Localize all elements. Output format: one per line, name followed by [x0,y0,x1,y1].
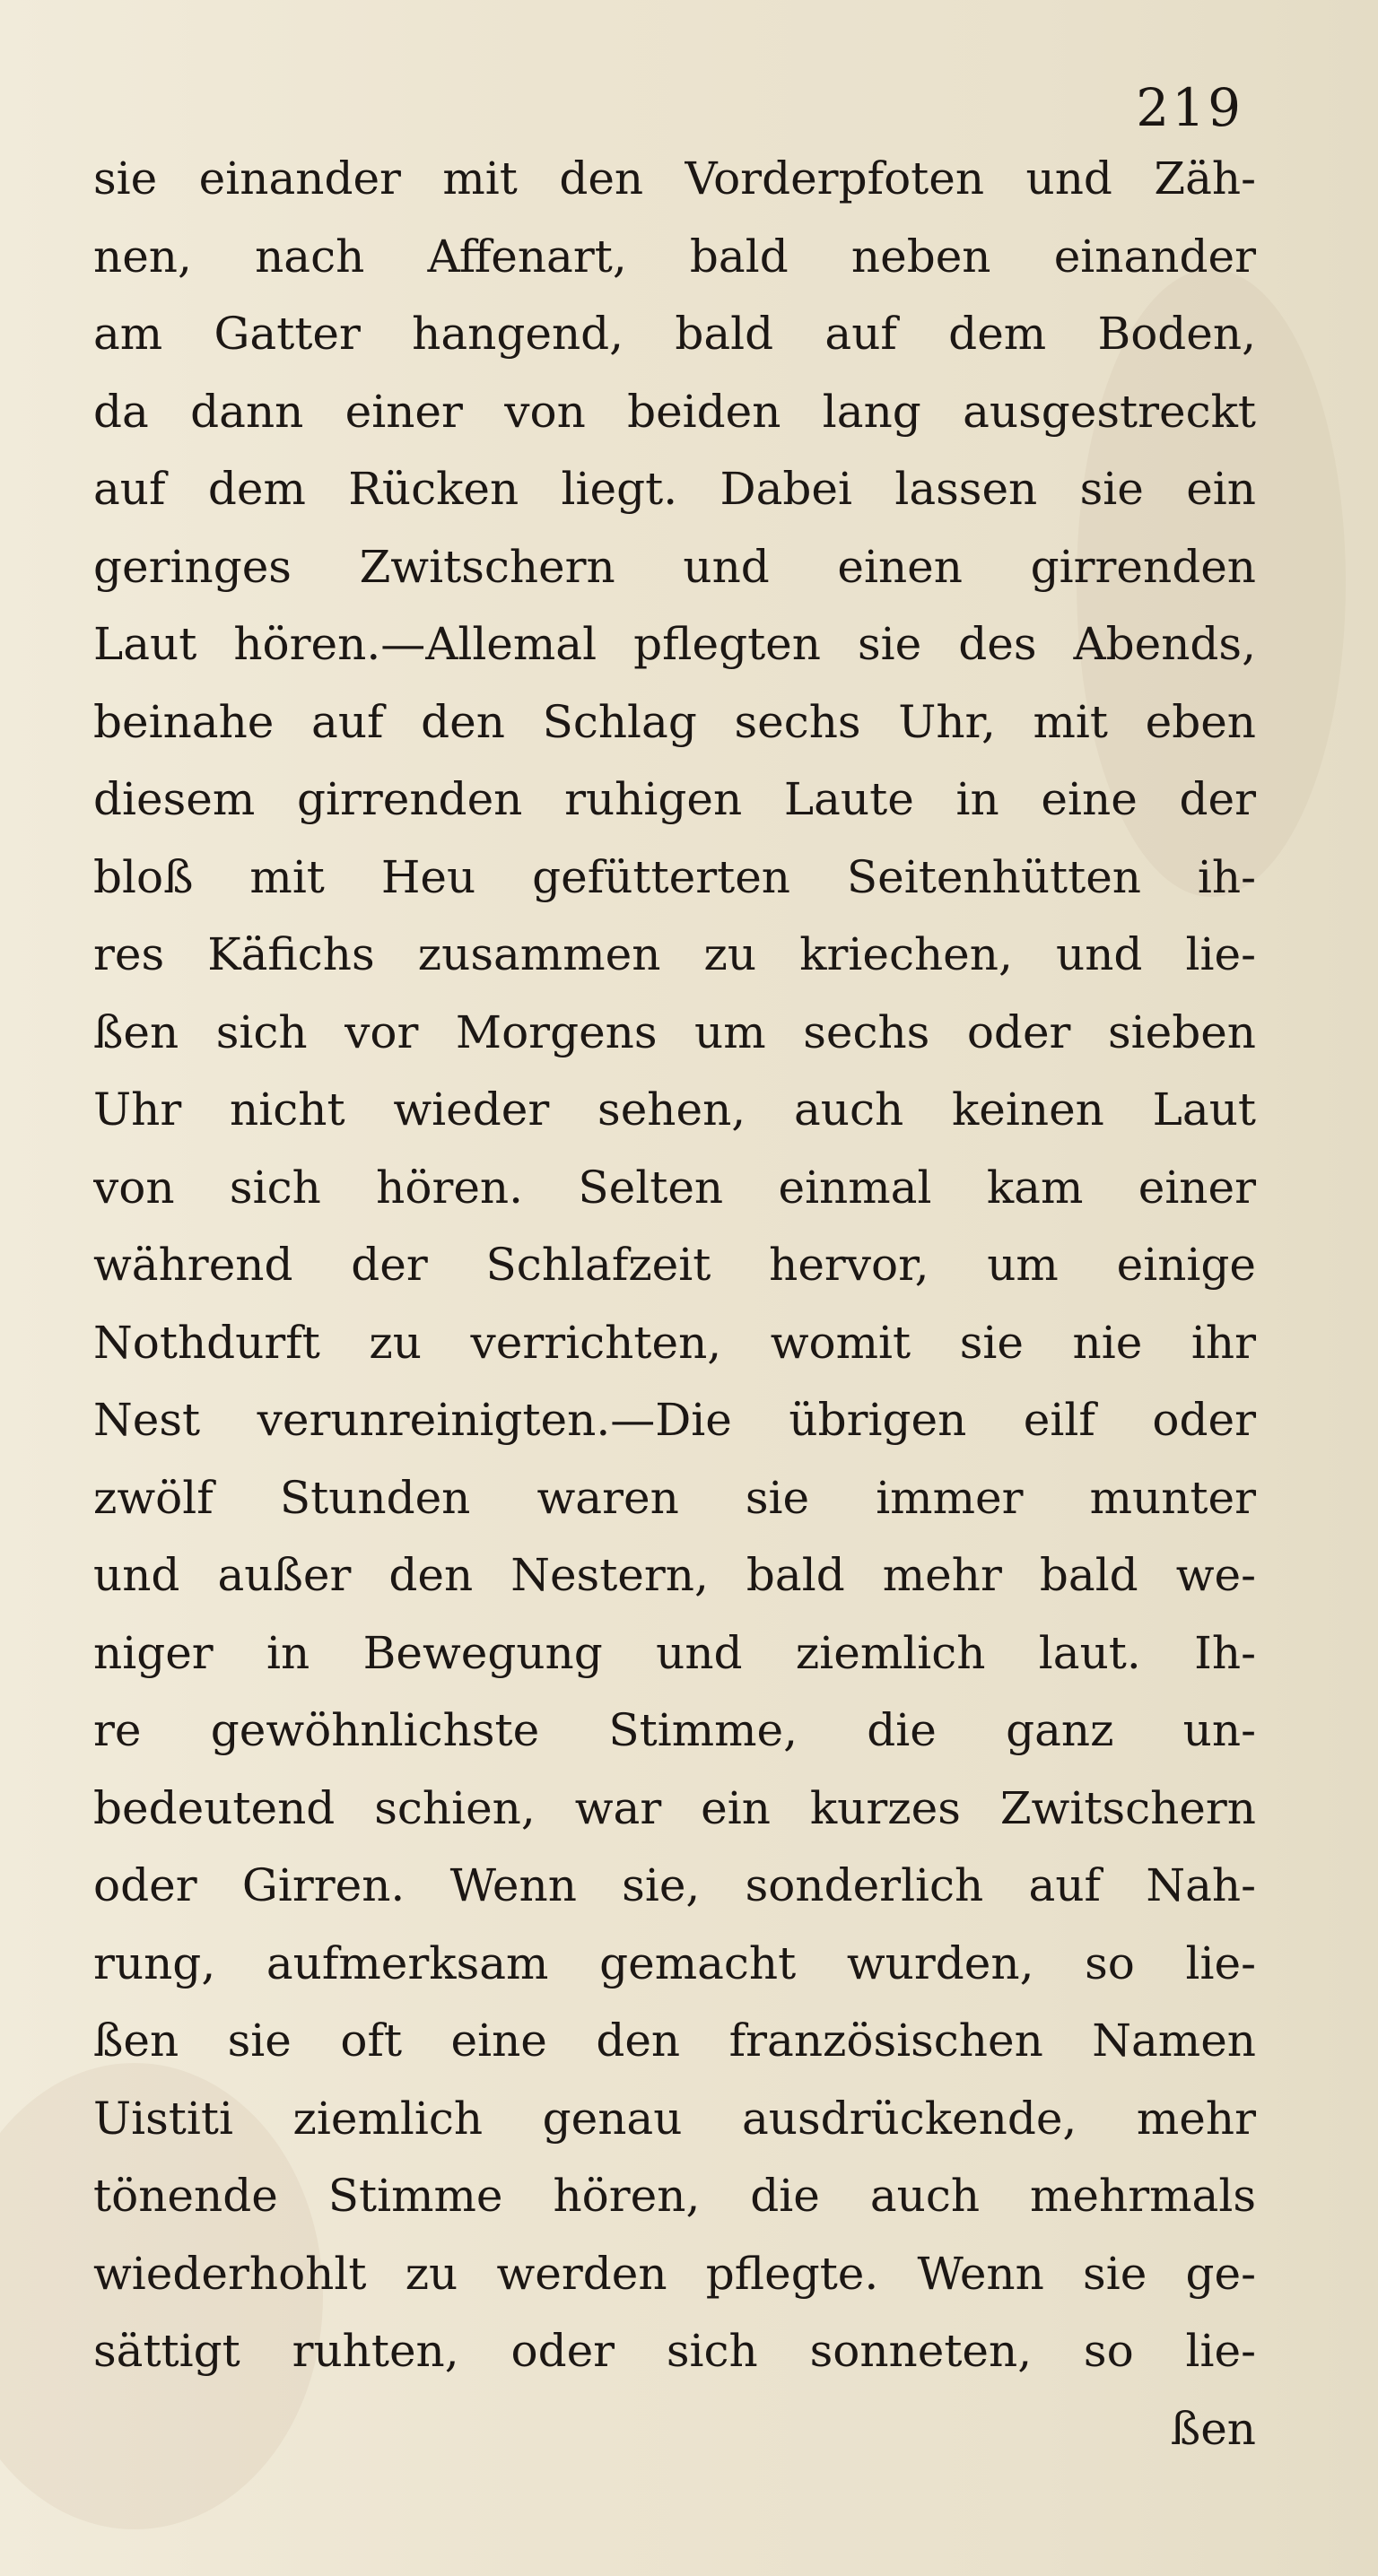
text-line: Nothdurft zu verrichten, womit sie nie ihr [93,1316,1256,1369]
text-line: auf dem Rücken liegt. Dabei lassen sie ein [93,463,1256,515]
text-line: nen, nach Affenart, bald neben einander [93,230,1256,283]
text-line: wiederhohlt zu werden pflegte. Wenn sie ge- [93,2247,1256,2300]
text-line: diesem girrenden ruhigen Laute in eine der [93,773,1256,825]
text-line: und außer den Nestern, bald mehr bald we- [93,1549,1256,1601]
text-line: ßen sie oft eine den französischen Namen [93,2015,1256,2067]
text-line: Uistiti ziemlich genau ausdrückende, mehr [93,2092,1256,2145]
text-line: Nest verunreinigten.—Die übrigen eilf oder [93,1394,1256,1446]
text-line: tönende Stimme hören, die auch mehrmals [93,2170,1256,2222]
catchword: ßen [1170,2402,1256,2455]
text-line: beinahe auf den Schlag sechs Uhr, mit eben [93,695,1256,748]
text-line: re gewöhnlichste Stimme, die ganz un- [93,1704,1256,1756]
text-line: bloß mit Heu gefütterten Seitenhütten ih- [93,850,1256,903]
text-line: von sich hören. Selten einmal kam einer [93,1161,1256,1214]
text-line: Laut hören.—Allemal pflegten sie des Abends, [93,618,1256,670]
text-line: da dann einer von beiden lang ausgestreckt [93,385,1256,438]
text-line: bedeutend schien, war ein kurzes Zwitschern [93,1781,1256,1834]
text-line: zwölf Stunden waren sie immer munter [93,1471,1256,1524]
text-line: Uhr nicht wieder sehen, auch keinen Laut [93,1083,1256,1136]
text-line: geringes Zwitschern und einen girrenden [93,540,1256,593]
text-line: sie einander mit den Vorderpfoten und Zäh- [93,152,1256,205]
text-line: sättigt ruhten, oder sich sonneten, so lie- [93,2325,1256,2377]
text-line: res Käfichs zusammen zu kriechen, und lie- [93,928,1256,980]
page-number: 219 [1136,77,1243,138]
text-line: ßen sich vor Morgens um sechs oder sieben [93,1005,1256,1058]
body-text [93,140,1256,2490]
text-line: am Gatter hangend, bald auf dem Boden, [93,308,1256,360]
text-line: während der Schlafzeit hervor, um einige [93,1239,1256,1291]
text-line: niger in Bewegung und ziemlich laut. Ih- [93,1626,1256,1679]
text-line: rung, aufmerksam gemacht wurden, so lie- [93,1936,1256,1989]
text-line: oder Girren. Wenn sie, sonderlich auf Nah- [93,1859,1256,1911]
